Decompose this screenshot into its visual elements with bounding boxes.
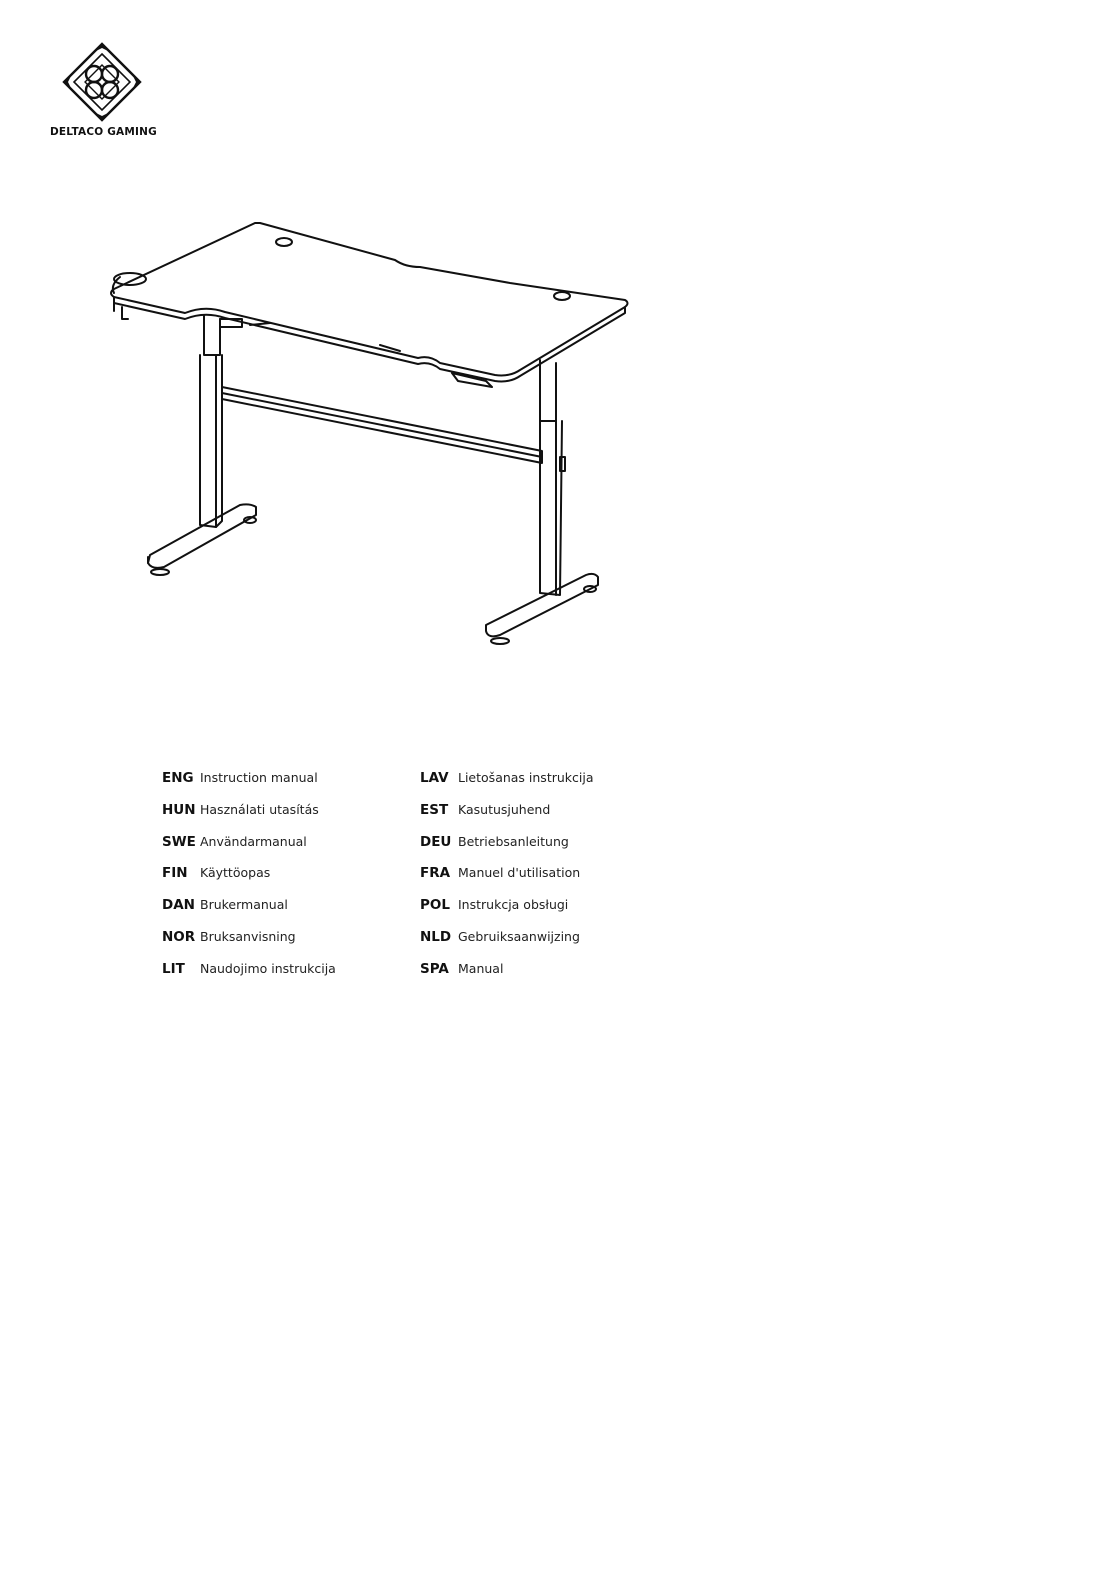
language-item	[162, 929, 412, 961]
standing-desk-line-drawing	[100, 215, 640, 655]
brand-logo	[50, 40, 157, 138]
language-item	[162, 770, 412, 802]
language-column-right	[420, 770, 670, 993]
language-item	[420, 802, 670, 834]
deltaco-gaming-emblem-icon	[60, 40, 144, 124]
language-title: Brukermanual	[200, 897, 288, 913]
language-title: Kasutusjuhend	[458, 801, 551, 817]
language-item	[420, 961, 670, 993]
language-title: Használati utasítás	[200, 801, 319, 817]
language-item	[420, 834, 670, 866]
language-code: FRA	[420, 865, 451, 882]
language-item	[162, 897, 412, 929]
language-code: EST	[420, 801, 449, 818]
language-code: DEU	[420, 833, 452, 850]
language-code: LAV	[420, 770, 449, 786]
language-code: SWE	[162, 833, 196, 850]
language-title: Naudojimo instrukcija	[200, 960, 336, 976]
language-item	[162, 834, 412, 866]
language-item	[162, 865, 412, 897]
language-code: LIT	[162, 960, 185, 977]
language-item	[420, 770, 670, 802]
language-title: Betriebsanleitung	[458, 833, 569, 849]
language-column-left	[162, 770, 412, 993]
language-title: Käyttöopas	[200, 865, 271, 881]
language-item	[162, 961, 412, 993]
language-title: Gebruiksaanwijzing	[458, 928, 580, 944]
language-title: Instruction manual	[200, 770, 318, 785]
language-code: HUN	[162, 801, 196, 818]
language-code: FIN	[162, 865, 188, 882]
language-item	[420, 897, 670, 929]
language-title: Användarmanual	[200, 833, 307, 849]
language-code: POL	[420, 897, 450, 914]
language-title: Instrukcja obsługi	[458, 897, 569, 913]
language-code: DAN	[162, 897, 195, 914]
language-code: SPA	[420, 960, 449, 977]
language-code: NLD	[420, 928, 452, 945]
language-title: Manuel d'utilisation	[458, 865, 581, 881]
brand-name: DELTACO GAMING	[50, 126, 157, 138]
language-item	[162, 802, 412, 834]
language-code: NOR	[162, 928, 196, 945]
language-title: Manual	[458, 960, 504, 976]
language-code: ENG	[162, 770, 194, 786]
language-item	[420, 865, 670, 897]
language-item	[420, 929, 670, 961]
standing-desk-illustration	[100, 215, 640, 659]
language-title: Bruksanvisning	[200, 928, 296, 944]
language-title: Lietošanas instrukcija	[458, 770, 594, 785]
